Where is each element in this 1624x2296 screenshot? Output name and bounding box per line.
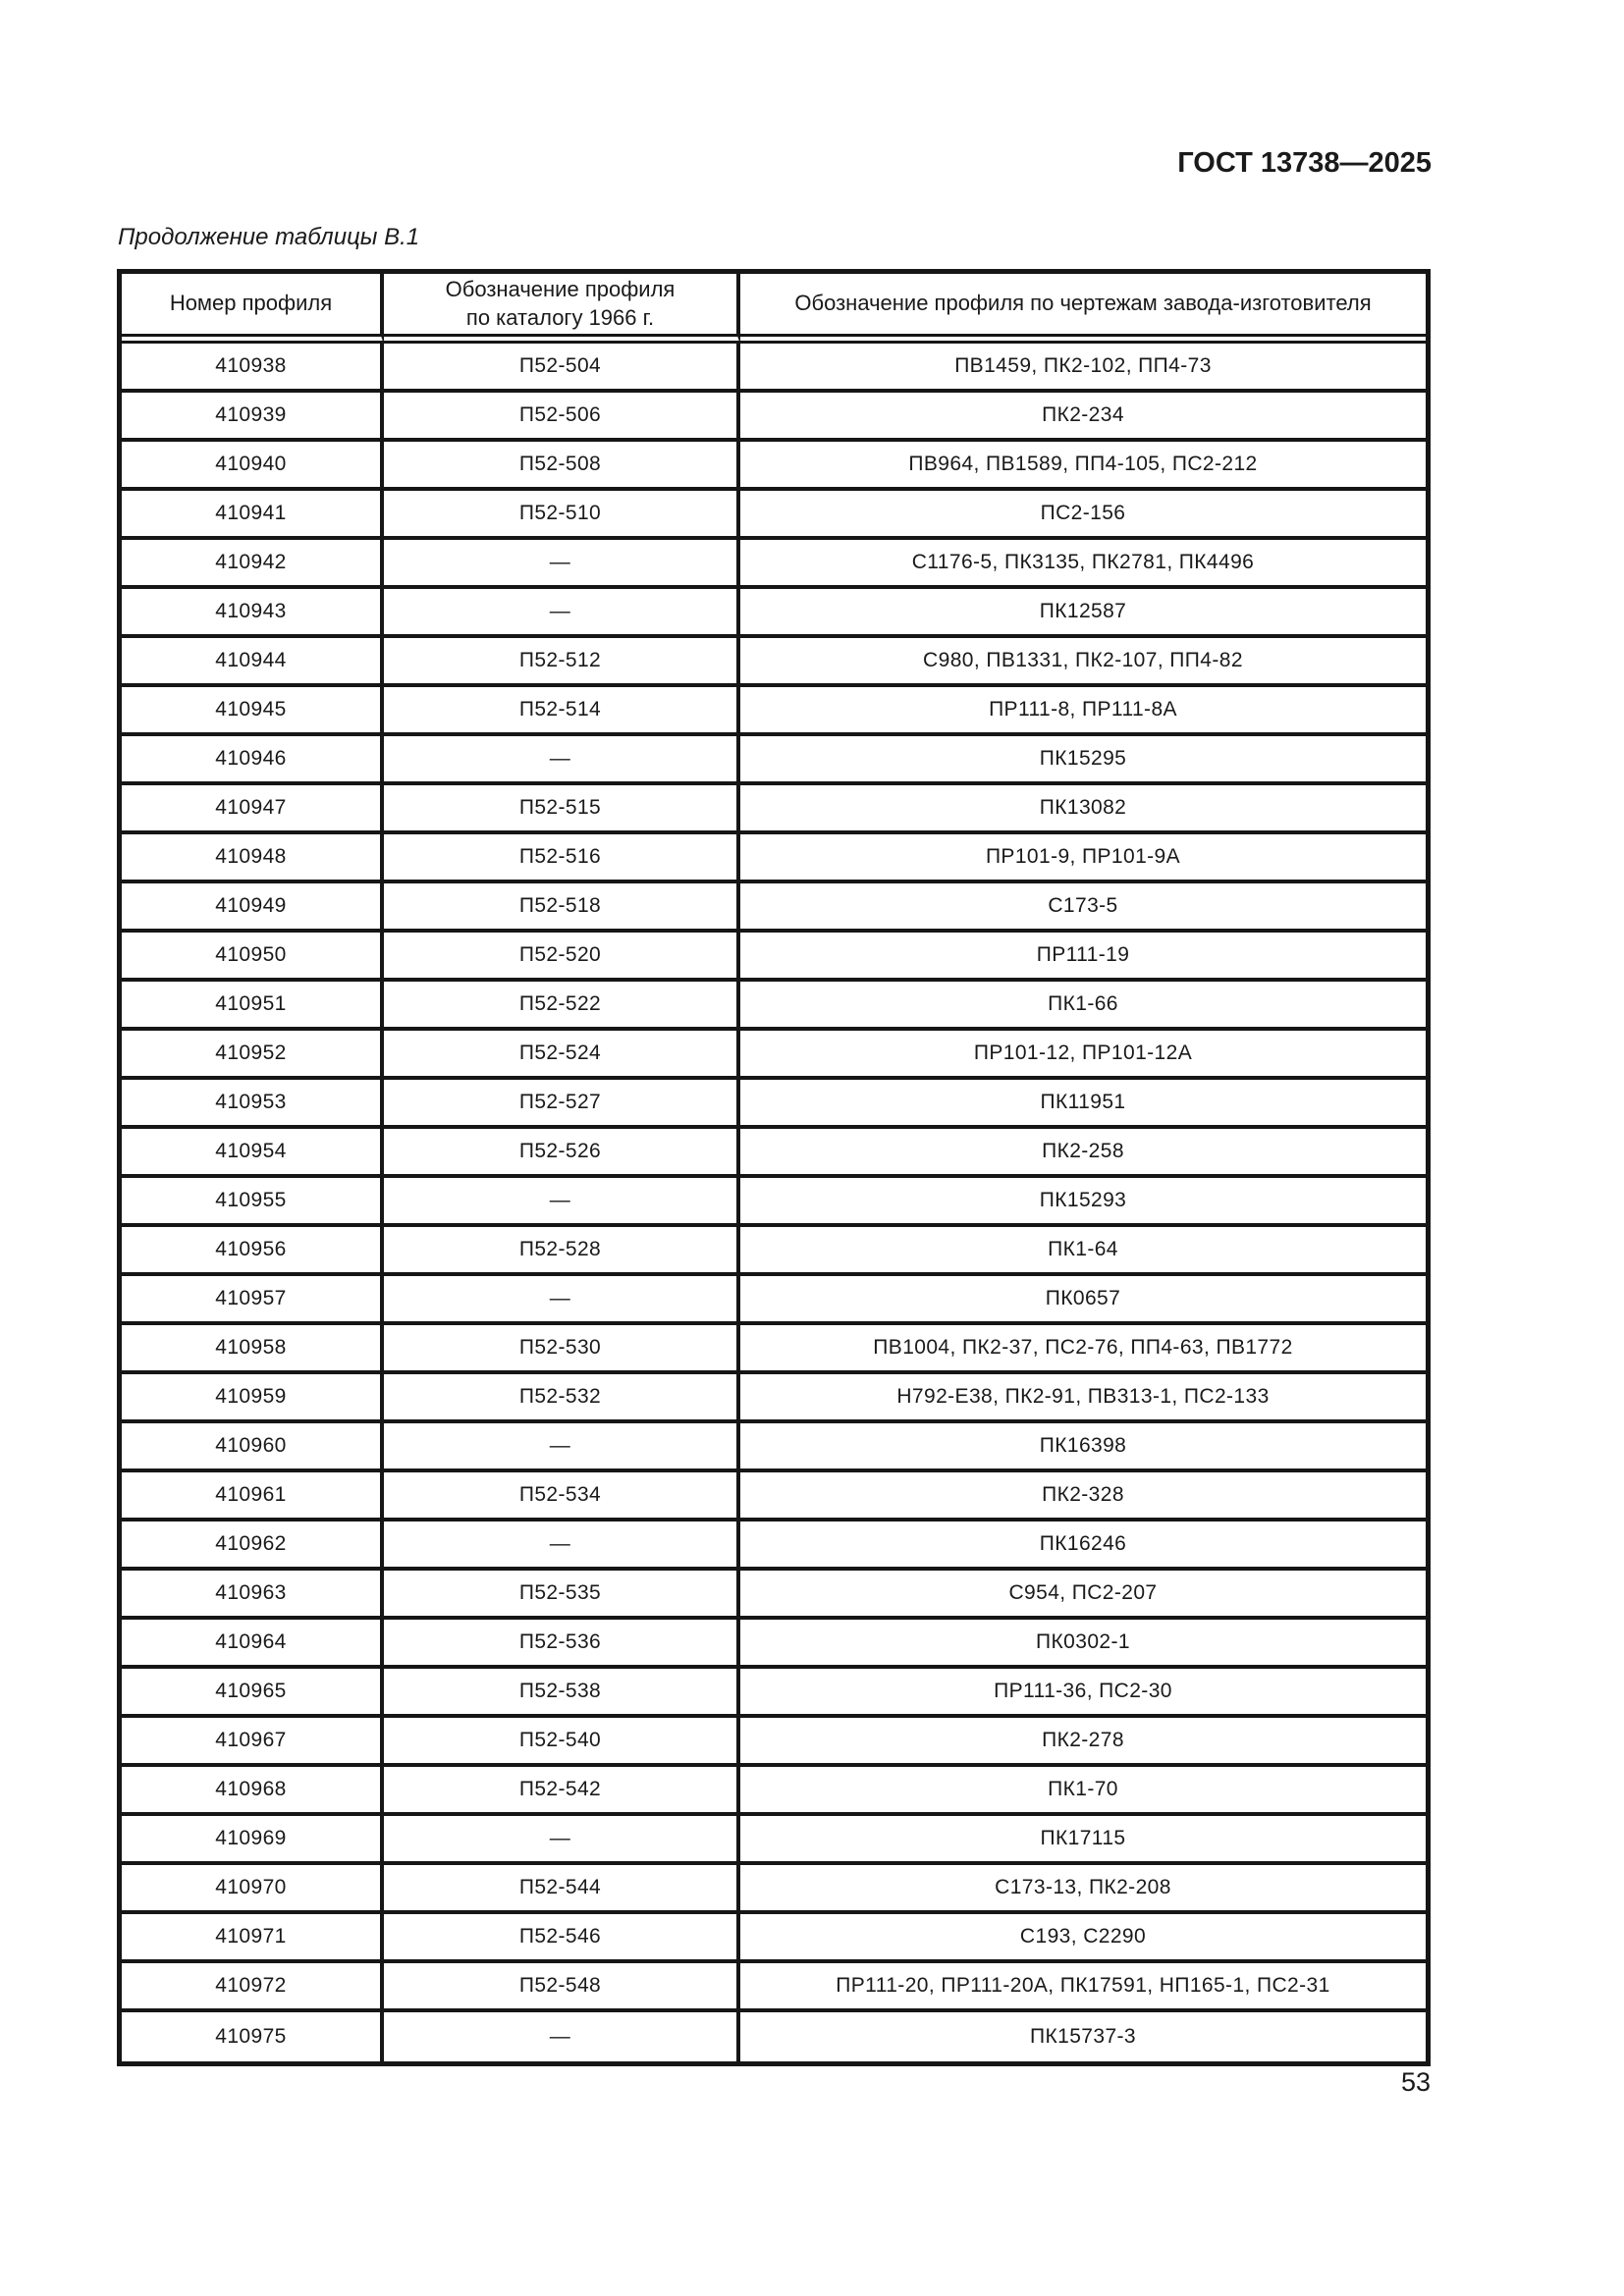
- cell-profile-number: 410939: [122, 393, 384, 442]
- cell-profile-number: 410960: [122, 1423, 384, 1472]
- table-row: [122, 1914, 1426, 1963]
- cell-catalog-designation: П52-516: [384, 834, 740, 883]
- cell-plant-designation: ПС2-156: [740, 491, 1426, 540]
- cell-catalog-designation: П52-536: [384, 1620, 740, 1669]
- cell-catalog-designation: П52-512: [384, 638, 740, 687]
- table-row: [122, 1816, 1426, 1865]
- table-continuation-caption: Продолжение таблицы В.1: [118, 224, 420, 250]
- cell-profile-number: 410975: [122, 2012, 384, 2061]
- cell-catalog-designation: П52-504: [384, 344, 740, 393]
- cell-profile-number: 410972: [122, 1963, 384, 2012]
- cell-catalog-designation: П52-524: [384, 1031, 740, 1080]
- cell-profile-number: 410961: [122, 1472, 384, 1522]
- cell-plant-designation: ПК15293: [740, 1178, 1426, 1227]
- cell-profile-number: 410946: [122, 736, 384, 785]
- table-row: [122, 344, 1426, 393]
- cell-plant-designation: ПК15295: [740, 736, 1426, 785]
- header-label-line: Номер профиля: [169, 291, 333, 316]
- cell-catalog-designation: П52-526: [384, 1129, 740, 1178]
- cell-plant-designation: С173-13, ПК2-208: [740, 1865, 1426, 1914]
- cell-profile-number: 410952: [122, 1031, 384, 1080]
- table-row: [122, 1669, 1426, 1718]
- cell-profile-number: 410970: [122, 1865, 384, 1914]
- cell-catalog-designation: П52-522: [384, 982, 740, 1031]
- cell-plant-designation: ПР101-9, ПР101-9А: [740, 834, 1426, 883]
- cell-plant-designation: ПК17115: [740, 1816, 1426, 1865]
- cell-plant-designation: ПК1-70: [740, 1767, 1426, 1816]
- page-number: 53: [1400, 2067, 1431, 2097]
- table-row: [122, 736, 1426, 785]
- cell-plant-designation: ПР111-20, ПР111-20А, ПК17591, НП165-1, ПС2-31: [740, 1963, 1426, 2012]
- cell-plant-designation: ПК16246: [740, 1522, 1426, 1571]
- cell-plant-designation: ПК2-328: [740, 1472, 1426, 1522]
- table-row: [122, 1276, 1426, 1325]
- cell-catalog-designation: —: [384, 1816, 740, 1865]
- table-row: [122, 1571, 1426, 1620]
- cell-plant-designation: ПК2-258: [740, 1129, 1426, 1178]
- cell-profile-number: 410958: [122, 1325, 384, 1374]
- cell-profile-number: 410940: [122, 442, 384, 491]
- header-plant-designation: [740, 274, 1426, 344]
- cell-catalog-designation: —: [384, 1178, 740, 1227]
- table-row: [122, 1963, 1426, 2012]
- cell-catalog-designation: П52-538: [384, 1669, 740, 1718]
- cell-profile-number: 410969: [122, 1816, 384, 1865]
- cell-plant-designation: ПВ1004, ПК2-37, ПС2-76, ПП4-63, ПВ1772: [740, 1325, 1426, 1374]
- table-row: [122, 1522, 1426, 1571]
- table-row: [122, 1080, 1426, 1129]
- cell-profile-number: 410957: [122, 1276, 384, 1325]
- table-row: [122, 2012, 1426, 2061]
- cell-plant-designation: ПК15737-3: [1030, 2025, 1136, 2049]
- cell-catalog-designation: —: [384, 589, 740, 638]
- table-row: [122, 1325, 1426, 1374]
- cell-plant-designation: С173-5: [740, 883, 1426, 933]
- cell-plant-designation: ПК1-64: [740, 1227, 1426, 1276]
- header-profile-number: [122, 274, 384, 344]
- cell-plant-designation: С1176-5, ПК3135, ПК2781, ПК4496: [740, 540, 1426, 589]
- cell-catalog-designation: П52-520: [384, 933, 740, 982]
- cell-catalog-designation: П52-535: [384, 1571, 740, 1620]
- table-row: [122, 785, 1426, 834]
- cell-catalog-designation: П52-528: [384, 1227, 740, 1276]
- profiles-table: [117, 269, 1431, 2066]
- cell-catalog-designation: —: [384, 736, 740, 785]
- profiles-table-head: [122, 274, 1426, 344]
- cell-plant-designation: С980, ПВ1331, ПК2-107, ПП4-82: [740, 638, 1426, 687]
- header-label-line: Обозначение профиля по чертежам завода-изготовителя: [794, 291, 1372, 316]
- cell-catalog-designation: П52-508: [384, 442, 740, 491]
- cell-catalog-designation: —: [384, 2012, 740, 2061]
- table-row: [122, 687, 1426, 736]
- table-row: [122, 491, 1426, 540]
- cell-profile-number: 410942: [122, 540, 384, 589]
- table-row: [122, 638, 1426, 687]
- cell-profile-number: 410953: [122, 1080, 384, 1129]
- cell-catalog-designation: П52-527: [384, 1080, 740, 1129]
- standard-code: ГОСТ 13738—2025: [1177, 147, 1432, 179]
- cell-plant-designation: ПВ964, ПВ1589, ПП4-105, ПС2-212: [740, 442, 1426, 491]
- cell-catalog-designation: П52-530: [384, 1325, 740, 1374]
- cell-plant-designation: ПР111-19: [740, 933, 1426, 982]
- cell-profile-number: 410964: [122, 1620, 384, 1669]
- cell-profile-number: 410956: [122, 1227, 384, 1276]
- cell-plant-designation: ПК13082: [740, 785, 1426, 834]
- cell-catalog-designation: —: [384, 1276, 740, 1325]
- cell-catalog-designation: П52-540: [384, 1718, 740, 1767]
- table-row: [122, 540, 1426, 589]
- table-row: [122, 982, 1426, 1031]
- cell-plant-designation: ПК0657: [740, 1276, 1426, 1325]
- cell-catalog-designation: П52-518: [384, 883, 740, 933]
- cell-catalog-designation: —: [384, 1522, 740, 1571]
- cell-plant-designation: ПК2-278: [740, 1718, 1426, 1767]
- cell-catalog-designation: П52-514: [384, 687, 740, 736]
- header-catalog-1966: [384, 274, 740, 344]
- table-row: [122, 1767, 1426, 1816]
- profiles-table-body: [122, 344, 1426, 2061]
- cell-profile-number: 410955: [122, 1178, 384, 1227]
- cell-catalog-designation: П52-510: [384, 491, 740, 540]
- cell-catalog-designation: П52-506: [384, 393, 740, 442]
- table-row: [122, 393, 1426, 442]
- cell-catalog-designation: —: [384, 1423, 740, 1472]
- cell-profile-number: 410962: [122, 1522, 384, 1571]
- cell-profile-number: 410951: [122, 982, 384, 1031]
- table-row: [122, 1620, 1426, 1669]
- table-row: [122, 1178, 1426, 1227]
- cell-profile-number: 410971: [122, 1914, 384, 1963]
- cell-profile-number: 410947: [122, 785, 384, 834]
- table-row: [122, 1865, 1426, 1914]
- cell-profile-number: 410944: [122, 638, 384, 687]
- cell-plant-designation: ПР111-8, ПР111-8А: [740, 687, 1426, 736]
- table-row: [122, 1129, 1426, 1178]
- cell-profile-number: 410950: [122, 933, 384, 982]
- table-row: [122, 589, 1426, 638]
- table-row: [122, 1718, 1426, 1767]
- cell-plant-designation: ПК0302-1: [740, 1620, 1426, 1669]
- cell-catalog-designation: П52-544: [384, 1865, 740, 1914]
- table-row: [122, 834, 1426, 883]
- table-row: [122, 1423, 1426, 1472]
- cell-plant-designation: ПР111-36, ПС2-30: [740, 1669, 1426, 1718]
- cell-profile-number: 410967: [122, 1718, 384, 1767]
- cell-plant-designation: Н792-Е38, ПК2-91, ПВ313-1, ПС2-133: [740, 1374, 1426, 1423]
- cell-profile-number: 410945: [122, 687, 384, 736]
- table-row: [122, 933, 1426, 982]
- cell-plant-designation: ПК16398: [740, 1423, 1426, 1472]
- cell-profile-number: 410954: [122, 1129, 384, 1178]
- cell-catalog-designation: П52-515: [384, 785, 740, 834]
- table-row: [122, 883, 1426, 933]
- cell-profile-number: 410941: [122, 491, 384, 540]
- cell-plant-designation: ПК11951: [740, 1080, 1426, 1129]
- cell-profile-number: 410968: [122, 1767, 384, 1816]
- table-row: [122, 1472, 1426, 1522]
- cell-profile-number: 410965: [122, 1669, 384, 1718]
- cell-catalog-designation: П52-542: [384, 1767, 740, 1816]
- header-label-line: по каталогу 1966 г.: [465, 304, 655, 330]
- cell-catalog-designation: П52-532: [384, 1374, 740, 1423]
- table-row: [122, 1227, 1426, 1276]
- cell-profile-number: 410938: [122, 344, 384, 393]
- header-label-line: Обозначение профиля: [445, 277, 676, 301]
- cell-plant-designation: ПК12587: [740, 589, 1426, 638]
- cell-plant-designation: ПВ1459, ПК2-102, ПП4-73: [740, 344, 1426, 393]
- cell-catalog-designation: П52-534: [384, 1472, 740, 1522]
- table-header-row: [122, 274, 1426, 344]
- table-row: [122, 1031, 1426, 1080]
- cell-profile-number: 410963: [122, 1571, 384, 1620]
- cell-profile-number: 410949: [122, 883, 384, 933]
- cell-plant-designation: ПК2-234: [740, 393, 1426, 442]
- cell-profile-number: 410943: [122, 589, 384, 638]
- cell-profile-number: 410959: [122, 1374, 384, 1423]
- cell-profile-number: 410948: [122, 834, 384, 883]
- cell-catalog-designation: П52-548: [384, 1963, 740, 2012]
- table-row: [122, 442, 1426, 491]
- cell-catalog-designation: —: [384, 540, 740, 589]
- cell-plant-designation: ПР101-12, ПР101-12А: [740, 1031, 1426, 1080]
- cell-plant-designation: ПК1-66: [740, 982, 1426, 1031]
- table-row: [122, 1374, 1426, 1423]
- cell-plant-designation: С193, С2290: [740, 1914, 1426, 1963]
- cell-catalog-designation: П52-546: [384, 1914, 740, 1963]
- cell-plant-designation: С954, ПС2-207: [740, 1571, 1426, 1620]
